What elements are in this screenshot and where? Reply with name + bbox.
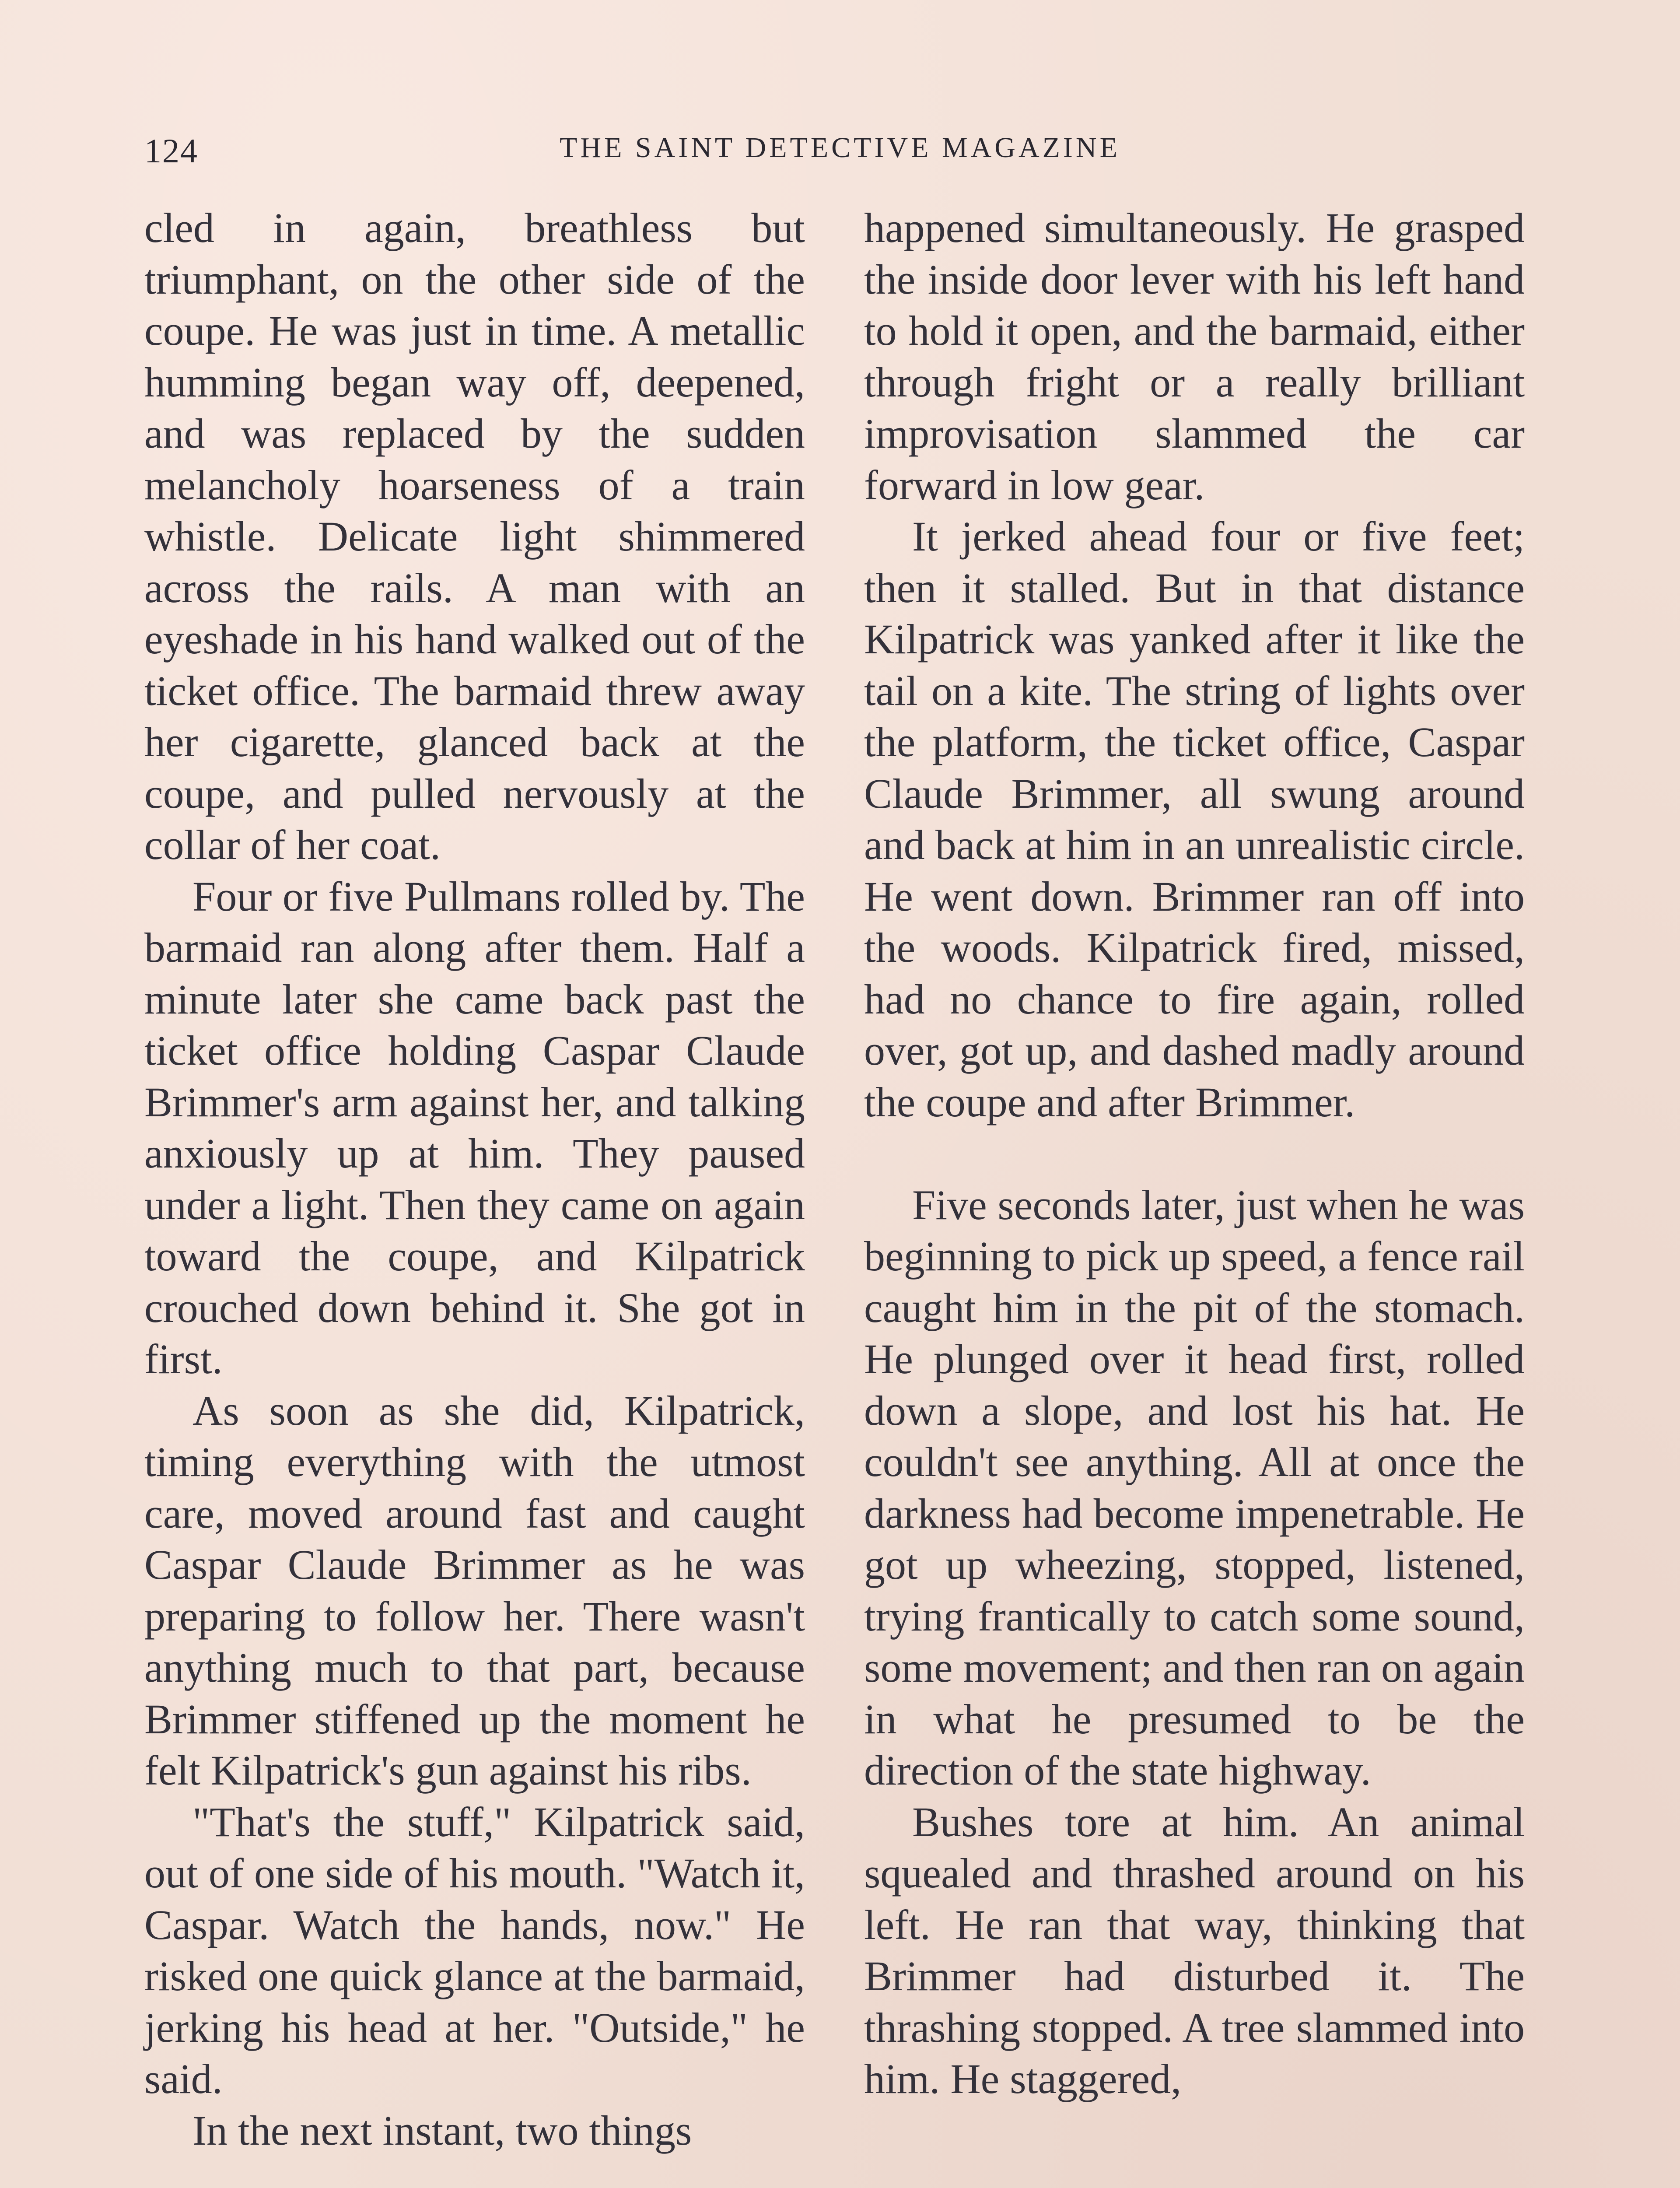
left-column bbox=[144, 202, 805, 2156]
paragraph: Bushes tore at him. An animal squealed and thrashed around on his left. He ran that way, thinking that Brimmer had disturbed it. The thrashing stopped. A tree slammed into him. He staggered, bbox=[864, 1798, 1525, 2102]
paragraph: In the next instant, two things bbox=[192, 2107, 692, 2154]
paragraph: As soon as she did, Kilpatrick, timing everything with the utmost care, moved around fast and caught Caspar Claude Brimmer as he was preparing to follow her. There wasn't anything much to that part, because Brimmer stiffened up the moment he felt Kilpatrick's gun against his ribs. bbox=[144, 1387, 805, 1794]
paragraph: Four or five Pullmans rolled by. The barmaid ran along after them. Half a minute later she came back past the ticket office holding Caspar Claude Brimmer's arm against her, and talking anxiously up at him. They paused under a light. Then they came on again toward the coupe, and Kilpatrick crouched down behind it. She got in first. bbox=[144, 873, 805, 1382]
right-column bbox=[864, 202, 1525, 2105]
page-header bbox=[144, 131, 1536, 179]
paragraph: cled in again, breathless but triumphant, on the other side of the coupe. He was just in time. A metallic humming began way off, deepened, and was replaced by the sudden melancholy hoarseness of a train whistle. Delicate light shimmered across the rails. A man with an eyeshade in his hand walked out of the ticket office. The barmaid threw away her cigarette, glanced back at the coupe, and pulled nervously at the collar of her coat. bbox=[144, 204, 805, 868]
section-break bbox=[864, 1128, 1525, 1179]
paragraph: It jerked ahead four or five feet; then it stalled. But in that distance Kilpatrick was yanked after it like the tail on a kite. The string of lights over the platform, the ticket office, Caspar Claude Brimmer, all swung around and back at him in an unrealistic circle. He went down. Brimmer ran off into the woods. Kilpatrick fired, missed, had no chance to fire again, rolled over, got up, and dashed madly around the coupe and after Brimmer. bbox=[864, 513, 1525, 1126]
page-number: 124 bbox=[144, 132, 198, 170]
paragraph: Five seconds later, just when he was beginning to pick up speed, a fence rail caught him in the pit of the stomach. He plunged over it head first, rolled down a slope, and lost his hat. He couldn't see anything. All at once the darkness had become impenetrable. He got up wheezing, stopped, listened, trying frantically to catch some sound, some movement; and then ran on again in what he presumed to be the direction of the state highway. bbox=[864, 1181, 1525, 1794]
running-head: THE SAINT DETECTIVE MAGAZINE bbox=[560, 132, 1120, 164]
paragraph: "That's the stuff," Kilpatrick said, out of one side of his mouth. "Watch it, Caspar. Watch the hands, now." He risked one quick glance at the barmaid, jerking his head at her. "Outside," he said. bbox=[144, 1798, 805, 2102]
paragraph: happened simultaneously. He grasped the inside door lever with his left hand to hold it open, and the barmaid, either through fright or a really brilliant improvisation slammed the car forward in low gear. bbox=[864, 204, 1525, 508]
